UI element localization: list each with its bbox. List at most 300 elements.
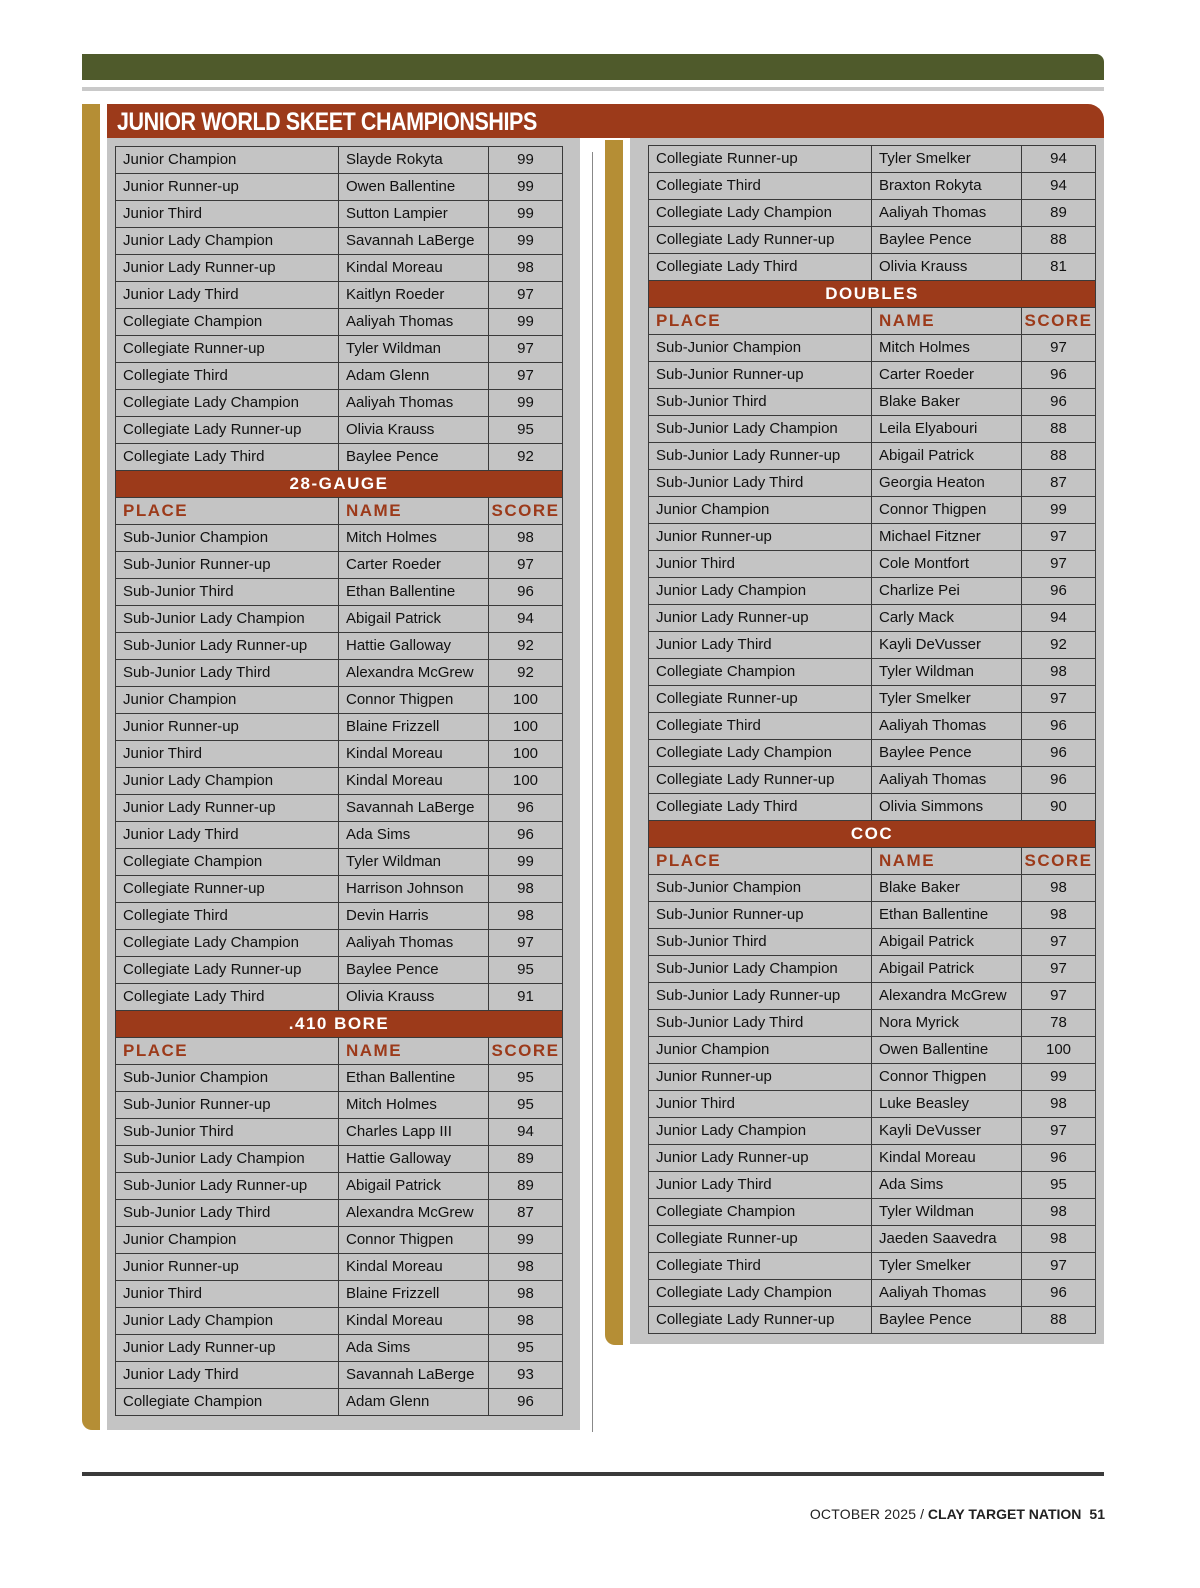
score-cell: 94 — [489, 606, 563, 633]
table-row — [116, 633, 563, 660]
name-cell: Abigail Patrick — [339, 1173, 489, 1200]
section-heading — [649, 821, 1096, 848]
place-cell: Junior Runner-up — [649, 524, 872, 551]
table-row — [116, 957, 563, 984]
place-cell: Junior Lady Runner-up — [116, 1335, 339, 1362]
score-cell: 98 — [489, 1254, 563, 1281]
name-cell: Nora Myrick — [872, 1010, 1022, 1037]
name-cell: Michael Fitzner — [872, 524, 1022, 551]
section-heading-label: 28-GAUGE — [116, 471, 563, 498]
name-cell: Blaine Frizzell — [339, 714, 489, 741]
name-cell: Jaeden Saavedra — [872, 1226, 1022, 1253]
name-cell: Olivia Krauss — [339, 417, 489, 444]
column-header-place: PLACE — [116, 498, 339, 525]
table-row — [116, 255, 563, 282]
table-row — [116, 714, 563, 741]
score-cell: 92 — [1022, 632, 1096, 659]
table-row — [116, 282, 563, 309]
place-cell: Junior Third — [649, 551, 872, 578]
name-cell: Ethan Ballentine — [872, 902, 1022, 929]
place-cell: Junior Lady Third — [649, 632, 872, 659]
place-cell: Collegiate Champion — [649, 1199, 872, 1226]
table-row — [649, 1145, 1096, 1172]
name-cell: Blake Baker — [872, 389, 1022, 416]
table-row — [649, 686, 1096, 713]
table-row — [116, 1092, 563, 1119]
table-row — [649, 1118, 1096, 1145]
footer-separator: / — [916, 1506, 928, 1522]
table-row — [116, 1281, 563, 1308]
score-cell: 88 — [1022, 227, 1096, 254]
score-cell: 92 — [489, 660, 563, 687]
score-cell: 98 — [1022, 659, 1096, 686]
name-cell: Owen Ballentine — [339, 174, 489, 201]
table-row — [649, 956, 1096, 983]
score-cell: 99 — [489, 1227, 563, 1254]
name-cell: Aaliyah Thomas — [339, 309, 489, 336]
name-cell: Olivia Simmons — [872, 794, 1022, 821]
name-cell: Ada Sims — [339, 1335, 489, 1362]
table-row — [116, 1362, 563, 1389]
place-cell: Collegiate Third — [116, 903, 339, 930]
place-cell: Collegiate Lady Runner-up — [649, 767, 872, 794]
table-row — [116, 309, 563, 336]
table-row — [116, 201, 563, 228]
table-row — [649, 740, 1096, 767]
score-cell: 89 — [1022, 200, 1096, 227]
place-cell: Collegiate Runner-up — [649, 146, 872, 173]
score-cell: 100 — [489, 768, 563, 795]
name-cell: Abigail Patrick — [872, 956, 1022, 983]
place-cell: Sub-Junior Lady Runner-up — [116, 633, 339, 660]
table-row — [649, 902, 1096, 929]
table-row — [649, 983, 1096, 1010]
place-cell: Sub-Junior Champion — [649, 335, 872, 362]
place-cell: Sub-Junior Lady Champion — [116, 606, 339, 633]
name-cell: Alexandra McGrew — [339, 660, 489, 687]
score-cell: 97 — [1022, 929, 1096, 956]
score-cell: 90 — [1022, 794, 1096, 821]
score-cell: 87 — [489, 1200, 563, 1227]
table-row — [649, 605, 1096, 632]
place-cell: Collegiate Champion — [116, 1389, 339, 1416]
place-cell: Sub-Junior Lady Third — [649, 470, 872, 497]
table-row — [116, 363, 563, 390]
name-cell: Mitch Holmes — [339, 525, 489, 552]
score-cell: 98 — [489, 1308, 563, 1335]
score-cell: 98 — [1022, 1199, 1096, 1226]
name-cell: Aaliyah Thomas — [872, 1280, 1022, 1307]
table-row — [649, 173, 1096, 200]
column-header-score: SCORE — [489, 498, 563, 525]
place-cell: Junior Third — [116, 201, 339, 228]
table-row — [649, 767, 1096, 794]
name-cell: Kindal Moreau — [339, 741, 489, 768]
place-cell: Junior Lady Champion — [116, 768, 339, 795]
score-cell: 96 — [1022, 1145, 1096, 1172]
column-header-place: PLACE — [649, 848, 872, 875]
table-row — [649, 416, 1096, 443]
column-header-row — [116, 498, 563, 525]
place-cell: Junior Runner-up — [116, 714, 339, 741]
score-cell: 87 — [1022, 470, 1096, 497]
place-cell: Collegiate Lady Champion — [649, 1280, 872, 1307]
name-cell: Adam Glenn — [339, 363, 489, 390]
name-cell: Tyler Smelker — [872, 146, 1022, 173]
place-cell: Junior Lady Third — [116, 282, 339, 309]
name-cell: Abigail Patrick — [872, 443, 1022, 470]
table-row — [116, 228, 563, 255]
place-cell: Collegiate Lady Champion — [116, 390, 339, 417]
score-cell: 98 — [489, 255, 563, 282]
place-cell: Sub-Junior Champion — [116, 1065, 339, 1092]
place-cell: Junior Champion — [116, 1227, 339, 1254]
name-cell: Kindal Moreau — [339, 1308, 489, 1335]
table-row — [649, 929, 1096, 956]
score-cell: 98 — [489, 903, 563, 930]
score-cell: 88 — [1022, 443, 1096, 470]
table-row — [116, 768, 563, 795]
score-cell: 96 — [1022, 389, 1096, 416]
name-cell: Baylee Pence — [872, 227, 1022, 254]
score-cell: 99 — [489, 147, 563, 174]
name-cell: Hattie Galloway — [339, 633, 489, 660]
place-cell: Sub-Junior Runner-up — [649, 902, 872, 929]
place-cell: Collegiate Champion — [116, 309, 339, 336]
score-cell: 96 — [1022, 362, 1096, 389]
issue-date: OCTOBER 2025 — [809, 1506, 917, 1522]
name-cell: Kaitlyn Roeder — [339, 282, 489, 309]
table-row — [649, 227, 1096, 254]
place-cell: Junior Lady Third — [116, 1362, 339, 1389]
table-row — [116, 1065, 563, 1092]
score-cell: 98 — [489, 525, 563, 552]
name-cell: Leila Elyabouri — [872, 416, 1022, 443]
name-cell: Kindal Moreau — [872, 1145, 1022, 1172]
place-cell: Junior Lady Champion — [649, 578, 872, 605]
score-cell: 99 — [1022, 1064, 1096, 1091]
score-cell: 96 — [1022, 713, 1096, 740]
name-cell: Tyler Smelker — [872, 1253, 1022, 1280]
table-row — [649, 389, 1096, 416]
place-cell: Junior Lady Runner-up — [649, 605, 872, 632]
place-cell: Sub-Junior Champion — [116, 525, 339, 552]
name-cell: Kindal Moreau — [339, 255, 489, 282]
score-cell: 98 — [1022, 1091, 1096, 1118]
page-title: JUNIOR WORLD SKEET CHAMPIONSHIPS — [117, 108, 537, 136]
name-cell: Aaliyah Thomas — [872, 200, 1022, 227]
name-cell: Devin Harris — [339, 903, 489, 930]
place-cell: Sub-Junior Lady Champion — [649, 956, 872, 983]
table-row — [649, 794, 1096, 821]
place-cell: Collegiate Runner-up — [116, 876, 339, 903]
name-cell: Ethan Ballentine — [339, 579, 489, 606]
place-cell: Sub-Junior Lady Runner-up — [116, 1173, 339, 1200]
name-cell: Hattie Galloway — [339, 1146, 489, 1173]
name-cell: Ada Sims — [339, 822, 489, 849]
table-row — [116, 444, 563, 471]
table-row — [116, 1173, 563, 1200]
table-row — [649, 1226, 1096, 1253]
place-cell: Sub-Junior Third — [116, 579, 339, 606]
place-cell: Junior Champion — [649, 497, 872, 524]
table-row — [116, 849, 563, 876]
place-cell: Collegiate Third — [649, 713, 872, 740]
score-cell: 98 — [1022, 875, 1096, 902]
place-cell: Collegiate Lady Champion — [649, 200, 872, 227]
place-cell: Sub-Junior Lady Third — [116, 660, 339, 687]
table-row — [649, 659, 1096, 686]
table-row — [649, 200, 1096, 227]
left-accent-stripe — [82, 104, 100, 1430]
name-cell: Ada Sims — [872, 1172, 1022, 1199]
page-number: 51 — [1089, 1506, 1105, 1522]
place-cell: Sub-Junior Lady Runner-up — [649, 983, 872, 1010]
score-cell: 95 — [1022, 1172, 1096, 1199]
name-cell: Tyler Wildman — [872, 1199, 1022, 1226]
table-row — [649, 335, 1096, 362]
score-cell: 100 — [489, 687, 563, 714]
table-row — [116, 1389, 563, 1416]
name-cell: Aaliyah Thomas — [339, 390, 489, 417]
table-row — [116, 1146, 563, 1173]
table-row — [649, 254, 1096, 281]
place-cell: Collegiate Lady Third — [649, 254, 872, 281]
place-cell: Sub-Junior Lady Third — [116, 1200, 339, 1227]
score-cell: 94 — [1022, 173, 1096, 200]
top-divider-line — [82, 87, 1104, 91]
name-cell: Sutton Lampier — [339, 201, 489, 228]
name-cell: Tyler Wildman — [872, 659, 1022, 686]
name-cell: Baylee Pence — [339, 957, 489, 984]
column-header-score: SCORE — [489, 1038, 563, 1065]
score-cell: 97 — [1022, 686, 1096, 713]
place-cell: Junior Lady Runner-up — [116, 255, 339, 282]
name-cell: Alexandra McGrew — [872, 983, 1022, 1010]
page-footer — [810, 1506, 1105, 1522]
score-cell: 95 — [489, 1335, 563, 1362]
column-header-name: NAME — [872, 848, 1022, 875]
column-header-name: NAME — [339, 1038, 489, 1065]
table-row — [116, 1227, 563, 1254]
name-cell: Connor Thigpen — [339, 1227, 489, 1254]
name-cell: Blaine Frizzell — [339, 1281, 489, 1308]
table-row — [116, 147, 563, 174]
table-row — [116, 930, 563, 957]
name-cell: Baylee Pence — [872, 1307, 1022, 1334]
place-cell: Collegiate Third — [649, 173, 872, 200]
results-table-left — [115, 146, 563, 1416]
place-cell: Junior Champion — [649, 1037, 872, 1064]
name-cell: Abigail Patrick — [339, 606, 489, 633]
name-cell: Mitch Holmes — [872, 335, 1022, 362]
name-cell: Slayde Rokyta — [339, 147, 489, 174]
place-cell: Junior Third — [649, 1091, 872, 1118]
score-cell: 96 — [1022, 767, 1096, 794]
table-row — [116, 984, 563, 1011]
top-accent-bar — [82, 54, 1104, 80]
place-cell: Collegiate Lady Third — [116, 984, 339, 1011]
place-cell: Junior Champion — [116, 147, 339, 174]
name-cell: Harrison Johnson — [339, 876, 489, 903]
table-row — [116, 660, 563, 687]
place-cell: Junior Lady Champion — [116, 1308, 339, 1335]
section-heading — [649, 281, 1096, 308]
table-row — [116, 579, 563, 606]
name-cell: Luke Beasley — [872, 1091, 1022, 1118]
place-cell: Sub-Junior Runner-up — [116, 1092, 339, 1119]
table-row — [116, 174, 563, 201]
table-row — [649, 1010, 1096, 1037]
table-row — [649, 1307, 1096, 1334]
place-cell: Sub-Junior Runner-up — [116, 552, 339, 579]
name-cell: Savannah LaBerge — [339, 228, 489, 255]
place-cell: Collegiate Lady Third — [649, 794, 872, 821]
place-cell: Collegiate Lady Runner-up — [649, 227, 872, 254]
score-cell: 97 — [489, 930, 563, 957]
score-cell: 98 — [489, 1281, 563, 1308]
score-cell: 100 — [1022, 1037, 1096, 1064]
name-cell: Savannah LaBerge — [339, 1362, 489, 1389]
place-cell: Collegiate Runner-up — [649, 1226, 872, 1253]
table-row — [116, 876, 563, 903]
score-cell: 78 — [1022, 1010, 1096, 1037]
score-cell: 92 — [489, 633, 563, 660]
score-cell: 99 — [489, 309, 563, 336]
score-cell: 81 — [1022, 254, 1096, 281]
name-cell: Alexandra McGrew — [339, 1200, 489, 1227]
score-cell: 96 — [489, 579, 563, 606]
table-row — [649, 1280, 1096, 1307]
name-cell: Connor Thigpen — [339, 687, 489, 714]
column-header-name: NAME — [872, 308, 1022, 335]
place-cell: Junior Lady Runner-up — [116, 795, 339, 822]
name-cell: Connor Thigpen — [872, 1064, 1022, 1091]
name-cell: Braxton Rokyta — [872, 173, 1022, 200]
score-cell: 99 — [489, 849, 563, 876]
table-row — [649, 578, 1096, 605]
name-cell: Charles Lapp III — [339, 1119, 489, 1146]
name-cell: Charlize Pei — [872, 578, 1022, 605]
table-row — [649, 524, 1096, 551]
name-cell: Kindal Moreau — [339, 1254, 489, 1281]
score-cell: 95 — [489, 1092, 563, 1119]
table-row — [116, 1119, 563, 1146]
place-cell: Collegiate Third — [649, 1253, 872, 1280]
section-heading — [116, 471, 563, 498]
score-cell: 93 — [489, 1362, 563, 1389]
table-row — [116, 822, 563, 849]
place-cell: Junior Lady Runner-up — [649, 1145, 872, 1172]
table-row — [649, 1253, 1096, 1280]
score-cell: 99 — [1022, 497, 1096, 524]
table-row — [116, 795, 563, 822]
place-cell: Collegiate Runner-up — [116, 336, 339, 363]
name-cell: Georgia Heaton — [872, 470, 1022, 497]
place-cell: Collegiate Lady Champion — [116, 930, 339, 957]
section-heading — [116, 1011, 563, 1038]
place-cell: Junior Champion — [116, 687, 339, 714]
score-cell: 94 — [1022, 146, 1096, 173]
score-cell: 99 — [489, 201, 563, 228]
name-cell: Tyler Smelker — [872, 686, 1022, 713]
place-cell: Junior Lady Champion — [116, 228, 339, 255]
table-row — [116, 1308, 563, 1335]
name-cell: Aaliyah Thomas — [872, 713, 1022, 740]
column-header-name: NAME — [339, 498, 489, 525]
table-row — [649, 470, 1096, 497]
section-heading-label: .410 BORE — [116, 1011, 563, 1038]
place-cell: Collegiate Third — [116, 363, 339, 390]
name-cell: Olivia Krauss — [339, 984, 489, 1011]
place-cell: Sub-Junior Lady Champion — [116, 1146, 339, 1173]
column-header-score: SCORE — [1022, 308, 1096, 335]
place-cell: Collegiate Lady Third — [116, 444, 339, 471]
table-row — [116, 390, 563, 417]
table-row — [649, 551, 1096, 578]
name-cell: Tyler Wildman — [339, 849, 489, 876]
place-cell: Collegiate Lady Runner-up — [649, 1307, 872, 1334]
place-cell: Collegiate Lady Runner-up — [116, 417, 339, 444]
name-cell: Aaliyah Thomas — [872, 767, 1022, 794]
score-cell: 97 — [489, 552, 563, 579]
section-heading-label: COC — [649, 821, 1096, 848]
score-cell: 99 — [489, 228, 563, 255]
score-cell: 96 — [1022, 740, 1096, 767]
score-cell: 100 — [489, 714, 563, 741]
place-cell: Sub-Junior Lady Third — [649, 1010, 872, 1037]
place-cell: Sub-Junior Champion — [649, 875, 872, 902]
place-cell: Collegiate Champion — [649, 659, 872, 686]
name-cell: Cole Montfort — [872, 551, 1022, 578]
column-header-row — [116, 1038, 563, 1065]
name-cell: Olivia Krauss — [872, 254, 1022, 281]
score-cell: 97 — [489, 363, 563, 390]
magazine-name: CLAY TARGET NATION — [927, 1506, 1082, 1522]
score-cell: 97 — [1022, 335, 1096, 362]
name-cell: Baylee Pence — [872, 740, 1022, 767]
name-cell: Tyler Wildman — [339, 336, 489, 363]
score-cell: 96 — [489, 1389, 563, 1416]
column-header-row — [649, 848, 1096, 875]
place-cell: Sub-Junior Lady Champion — [649, 416, 872, 443]
table-row — [649, 713, 1096, 740]
table-row — [649, 1064, 1096, 1091]
score-cell: 97 — [1022, 983, 1096, 1010]
table-row — [649, 1172, 1096, 1199]
table-row — [649, 1037, 1096, 1064]
column-header-place: PLACE — [649, 308, 872, 335]
score-cell: 97 — [489, 282, 563, 309]
place-cell: Sub-Junior Lady Runner-up — [649, 443, 872, 470]
table-row — [116, 1254, 563, 1281]
place-cell: Collegiate Lady Champion — [649, 740, 872, 767]
score-cell: 96 — [489, 822, 563, 849]
place-cell: Sub-Junior Third — [116, 1119, 339, 1146]
section-heading-label: DOUBLES — [649, 281, 1096, 308]
place-cell: Junior Lady Champion — [649, 1118, 872, 1145]
place-cell: Sub-Junior Third — [649, 929, 872, 956]
place-cell: Collegiate Champion — [116, 849, 339, 876]
score-cell: 96 — [489, 795, 563, 822]
name-cell: Aaliyah Thomas — [339, 930, 489, 957]
table-row — [116, 525, 563, 552]
name-cell: Connor Thigpen — [872, 497, 1022, 524]
name-cell: Carter Roeder — [872, 362, 1022, 389]
name-cell: Savannah LaBerge — [339, 795, 489, 822]
place-cell: Junior Runner-up — [116, 1254, 339, 1281]
table-row — [649, 497, 1096, 524]
